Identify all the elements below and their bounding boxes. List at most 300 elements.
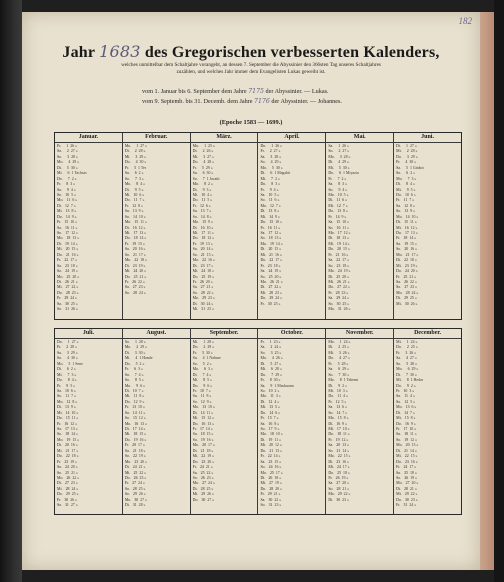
day-row: Mo. 11 3 » xyxy=(260,394,281,399)
day-row: Di. 22 18 » xyxy=(396,258,417,263)
day-row: So. 25 21 » xyxy=(57,470,78,475)
day-row: Sa. 2 27 » xyxy=(57,149,78,154)
day-row: Mo. 19 14 » xyxy=(260,241,283,246)
day-row: So. 18 14 » xyxy=(57,432,78,437)
day-row: Di. 9 3 » xyxy=(192,187,212,192)
month-name: Januar. xyxy=(55,133,122,143)
day-row: Sa. 18 15 » xyxy=(192,432,214,437)
day-row: Di. 16 10 » xyxy=(192,225,214,230)
day-row: Mi. 24 20 » xyxy=(124,269,147,274)
day-row: Di. 28 25 » xyxy=(192,486,214,491)
day-row: Mi. 17 13 » xyxy=(124,231,147,235)
day-row: Mo. 26 22 » xyxy=(57,475,80,480)
day-row: Mo. 5 1 Sene xyxy=(57,361,83,366)
day-row: Mi. 2 28 » xyxy=(396,149,418,154)
day-row: Fr. 16 12 » xyxy=(57,421,77,426)
day-row: Mo. 31 26 » xyxy=(328,307,351,312)
day-row: Di. 21 18 » xyxy=(192,448,214,453)
month-name: November. xyxy=(326,329,393,339)
day-row: Fr. 26 22 » xyxy=(124,279,145,284)
day-row: So. 6 2 » xyxy=(396,171,416,176)
day-row: Di. 2 26 » xyxy=(192,149,214,154)
day-row: Di. 28 21 » xyxy=(396,486,417,491)
day-row: Sa. 13 7 » xyxy=(192,209,212,214)
day-row: Di. 27 23 » xyxy=(57,481,78,486)
day-row: Mo. 21 17 » xyxy=(396,252,419,257)
day-row: Di. 23 19 » xyxy=(124,263,146,268)
day-row: Sa. 6 29 » xyxy=(328,367,349,372)
day-row: Di. 30 23 » xyxy=(328,497,349,502)
day-row: Sa. 7 4 » xyxy=(124,372,144,377)
day-row: Di. 13 8 » xyxy=(260,209,280,214)
day-row: Do. 8 3 » xyxy=(260,182,281,187)
day-row: Sa. 13 9 » xyxy=(124,209,144,214)
day-row: So. 7 1 Jacatit xyxy=(192,176,220,181)
day-row: So. 5 28 » xyxy=(396,361,418,366)
day-row: Sa. 16 8 » xyxy=(260,421,280,426)
day-list xyxy=(394,143,461,307)
day-row: Do. 23 20 » xyxy=(192,459,215,464)
day-row: So. 22 19 » xyxy=(124,454,146,459)
day-row: Mo. 7 3 » xyxy=(396,176,417,181)
day-row: Mi. 16 12 » xyxy=(396,225,418,230)
day-row: Mo. 27 24 » xyxy=(192,481,215,486)
day-row: Sa. 30 22 » xyxy=(260,497,282,502)
day-list xyxy=(394,339,461,509)
day-row: Mo. 18 10 » xyxy=(260,432,283,437)
day-row: Mo. 30 27 » xyxy=(124,497,147,502)
day-row: Do. 18 11 » xyxy=(328,432,350,437)
day-row: Fr. 23 18 » xyxy=(260,263,281,268)
month-column-11 xyxy=(326,329,394,514)
range-2-text: vom 9. Septemb. bis 31. Decemb. dem Jahre xyxy=(142,98,253,105)
day-row: Fr. 10 3 » xyxy=(396,388,415,393)
day-row: Sa. 25 18 » xyxy=(396,470,417,475)
day-row: Di. 3 30 » xyxy=(124,350,146,355)
day-list xyxy=(123,143,190,296)
day-row: Mi. 3 26 » xyxy=(328,350,350,355)
day-row: Do. 13 8 » xyxy=(328,209,348,214)
range-1-text: vom 1. Januar bis 6. September dem Jahre xyxy=(142,88,247,95)
day-row: Do. 17 13 » xyxy=(396,231,418,235)
day-row: Mo. 24 19 » xyxy=(328,269,351,274)
day-row: Sa. 11 4 » xyxy=(396,394,415,399)
day-row: Mi. 7 2 » xyxy=(260,176,280,181)
day-row: So. 15 12 » xyxy=(124,416,146,421)
day-row: Fr. 1 26 » xyxy=(57,144,77,148)
month-column-9 xyxy=(191,329,259,514)
day-row: Mo. 17 12 » xyxy=(328,231,351,235)
day-row: Mo. 15 8 » xyxy=(328,416,349,421)
day-row: Di. 12 4 » xyxy=(260,399,280,404)
day-row: So. 24 16 » xyxy=(260,465,282,470)
day-row: Di. 25 20 » xyxy=(328,274,349,279)
day-row: So. 7 3 » xyxy=(124,176,144,181)
day-row: Do. 4 30 » xyxy=(124,160,147,165)
day-list xyxy=(326,143,393,313)
day-row: Di. 5 27 » xyxy=(260,361,282,366)
day-row: Mo. 4 29 » xyxy=(57,160,80,165)
day-row: Mi. 14 9 » xyxy=(260,214,280,219)
month-column-3 xyxy=(191,133,259,319)
month-name: Mai. xyxy=(326,133,393,143)
day-row: Mi. 26 21 » xyxy=(328,279,350,284)
day-row: Fr. 20 17 » xyxy=(124,443,145,448)
day-row: Do. 25 19 » xyxy=(192,274,215,279)
month-column-5 xyxy=(326,133,394,319)
day-row: Sa. 23 18 » xyxy=(57,263,78,268)
day-row: Mi. 29 22 » xyxy=(396,492,418,497)
day-row: Mi. 24 17 » xyxy=(328,465,350,470)
day-list xyxy=(326,339,393,503)
day-row: Fr. 21 16 » xyxy=(328,252,349,257)
day-row: Di. 17 14 » xyxy=(124,427,146,431)
day-row: Fr. 11 7 » xyxy=(396,198,415,203)
day-row: Do. 11 5 » xyxy=(192,198,213,203)
month-name: April. xyxy=(258,133,325,143)
day-row: Sa. 25 22 » xyxy=(192,470,214,475)
day-row: Sa. 12 8 » xyxy=(396,203,415,208)
day-row: Fr. 7 2 » xyxy=(328,176,347,181)
day-row: Fr. 30 25 » xyxy=(260,301,281,306)
range-line-1 xyxy=(142,88,402,95)
month-column-7 xyxy=(55,329,123,514)
day-row: Fr. 17 10 » xyxy=(396,427,417,431)
day-row: Sa. 15 10 » xyxy=(328,220,349,225)
day-row: Mo. 8 1 Tekemt xyxy=(328,378,359,383)
day-row: So. 9 4 » xyxy=(328,187,348,192)
day-row: So. 13 9 » xyxy=(396,209,416,214)
day-row: Mo. 8 4 » xyxy=(124,182,146,187)
month-column-4 xyxy=(258,133,326,319)
day-row: Sa. 3 29 » xyxy=(57,350,78,355)
day-row: So. 12 9 » xyxy=(192,399,212,404)
day-row: Do. 18 14 » xyxy=(124,236,147,241)
day-row: Sa. 24 20 » xyxy=(57,465,78,470)
day-row: Do. 11 7 » xyxy=(124,198,145,203)
day-row: Di. 19 14 » xyxy=(57,241,78,246)
day-row: So. 27 23 » xyxy=(396,285,418,290)
day-row: Mi. 28 24 » xyxy=(57,486,79,491)
day-row: Mi. 17 10 » xyxy=(328,427,350,431)
day-row: Do. 8 4 » xyxy=(57,378,77,383)
day-row: Di. 6 1 Magabit xyxy=(260,171,291,176)
day-row: Di. 24 21 » xyxy=(124,465,146,470)
day-row: Mi. 8 1 Hedar xyxy=(396,378,424,383)
day-row: Do. 15 11 » xyxy=(57,416,79,421)
day-row: Di. 27 22 » xyxy=(260,285,282,290)
day-row: Sa. 30 25 » xyxy=(57,301,78,306)
day-list xyxy=(191,339,258,503)
day-row: So. 21 15 » xyxy=(192,252,214,257)
title-year: 1683 xyxy=(99,42,141,61)
month-name: August. xyxy=(123,329,190,339)
day-row: Sa. 31 27 » xyxy=(57,503,78,508)
day-row: Mi. 15 12 » xyxy=(192,416,214,421)
day-row: Fr. 19 13 » xyxy=(192,241,213,246)
day-row: Fr. 9 5 » xyxy=(57,383,76,388)
day-row: So. 20 16 » xyxy=(396,247,418,252)
day-row: Fr. 8 30 » xyxy=(260,378,281,383)
day-row: Fr. 5 28 » xyxy=(328,361,349,366)
calendar-page xyxy=(22,12,480,570)
day-row: Mi. 4 1 Hamle xyxy=(124,356,153,361)
subtitle-line-1: welches unmittelbar dem Schaltjahre vorangeht, an dessen 7. September die Abyssinier den 366sten Tag unseres Schaltjahres xyxy=(121,62,381,68)
day-row: Sa. 20 13 » xyxy=(328,443,349,448)
day-row: Di. 9 2 » xyxy=(328,383,348,388)
day-row: Di. 29 25 » xyxy=(396,296,417,301)
day-row: Mo. 10 5 » xyxy=(328,192,349,197)
day-row: Di. 23 17 » xyxy=(192,263,214,268)
day-row: Di. 8 4 » xyxy=(396,182,415,187)
day-row: Fr. 23 19 » xyxy=(57,459,77,464)
day-row: Do. 9 6 » xyxy=(192,383,213,388)
range-2-year: 7176 xyxy=(254,98,270,105)
page-title xyxy=(22,42,480,62)
day-row: Fr. 1 23 » xyxy=(260,340,281,344)
day-row: Fr. 22 14 » xyxy=(260,454,281,459)
day-row: Sa. 18 11 » xyxy=(396,432,417,437)
day-list xyxy=(55,339,122,509)
day-row: So. 25 20 » xyxy=(260,274,282,279)
day-row: Di. 14 11 » xyxy=(192,410,214,415)
range-1-year: 7175 xyxy=(248,88,264,95)
day-row: So. 14 10 » xyxy=(124,214,146,219)
day-row: Fr. 15 7 » xyxy=(260,416,279,421)
day-row: Mi. 20 15 » xyxy=(57,247,79,252)
day-list xyxy=(258,143,325,307)
day-row: Mo. 29 23 » xyxy=(192,296,215,301)
day-row: Mo. 4 26 » xyxy=(260,356,283,361)
day-row: Mi. 18 15 » xyxy=(124,432,147,437)
folio-number: 182 xyxy=(458,16,472,26)
subtitle-line-2: zuzählen, und welches Jahr immer dem Evangelisten Lukas geweiht ist. xyxy=(176,69,326,75)
day-row: Mi. 30 26 » xyxy=(396,301,418,306)
day-row: Do. 11 4 » xyxy=(328,394,348,399)
day-row: Mi. 22 15 » xyxy=(396,454,418,459)
day-row: Sa. 23 15 » xyxy=(260,459,282,464)
day-row: Do. 20 15 » xyxy=(328,247,350,252)
title-prefix: Jahr xyxy=(62,44,95,61)
day-row: Mo. 14 10 » xyxy=(396,214,419,219)
day-row: Fr. 16 11 » xyxy=(260,225,281,230)
month-column-6 xyxy=(394,133,461,319)
day-row: Do. 23 16 » xyxy=(396,459,418,464)
day-row: Mo. 25 20 » xyxy=(57,274,80,279)
day-row: Fr. 19 15 » xyxy=(124,241,145,246)
day-row: Mi. 17 11 » xyxy=(192,231,214,235)
range-line-2 xyxy=(142,98,402,105)
day-row: Di. 18 13 » xyxy=(328,236,349,241)
day-row: Fr. 9 4 » xyxy=(260,187,279,192)
day-row: Di. 7 30 » xyxy=(396,372,417,377)
day-row: Di. 19 11 » xyxy=(260,437,281,442)
day-row: Mi. 27 22 » xyxy=(57,285,79,290)
day-row: Mo. 5 30 » xyxy=(260,165,283,170)
day-row: Mi. 24 18 » xyxy=(192,269,214,274)
day-row: Sa. 9 4 » xyxy=(57,187,76,192)
day-row: So. 4 30 » xyxy=(57,356,78,361)
day-row: So. 30 25 » xyxy=(328,301,350,306)
day-row: Fr. 13 10 » xyxy=(124,405,145,410)
day-row: Di. 11 6 » xyxy=(328,198,348,203)
day-row: Sa. 26 22 » xyxy=(396,279,417,284)
day-row: Mo. 6 3 » xyxy=(192,367,213,372)
month-name: Februar. xyxy=(123,133,190,143)
day-row: Fr. 15 10 » xyxy=(57,220,77,225)
day-row: Sa. 21 18 » xyxy=(124,448,146,453)
day-row: So. 21 17 » xyxy=(124,252,146,257)
day-row: Fr. 12 6 » xyxy=(192,203,211,208)
day-row: Sa. 6 30 » xyxy=(192,171,214,176)
day-row: So. 11 6 » xyxy=(260,198,280,203)
day-row: So. 19 12 » xyxy=(396,437,418,442)
day-row: So. 10 5 » xyxy=(57,192,76,197)
day-row: Do. 1 27 » xyxy=(57,340,79,344)
day-row: Di. 23 16 » xyxy=(328,459,349,464)
day-row: Do. 24 20 » xyxy=(396,269,418,274)
day-row: So. 26 23 » xyxy=(192,475,214,480)
day-row: Sa. 5 1 Ginbot xyxy=(396,165,424,170)
day-row: Do. 28 23 » xyxy=(57,290,79,295)
day-list xyxy=(191,143,258,313)
day-row: Di. 14 7 » xyxy=(396,410,415,415)
day-row: Fr. 26 19 » xyxy=(328,475,349,480)
day-row: So. 8 5 » xyxy=(124,378,144,383)
day-row: Mo. 19 15 » xyxy=(57,437,80,442)
day-row: Sa. 6 2 » xyxy=(124,171,144,176)
day-row: Do. 29 25 » xyxy=(57,492,79,497)
day-row: Mo. 29 22 » xyxy=(328,492,351,497)
day-row: Di. 1 27 » xyxy=(396,144,417,148)
month-name: September. xyxy=(191,329,258,339)
day-row: Mi. 6 1 Tachsas xyxy=(57,171,87,176)
day-row: Fr. 6 3 » xyxy=(124,367,143,372)
day-row: Di. 15 11 » xyxy=(396,220,417,225)
calendar-block-second-half xyxy=(54,328,462,515)
day-row: Sa. 4 27 » xyxy=(396,356,417,361)
day-row: So. 2 27 » xyxy=(328,149,350,154)
day-row: Do. 26 23 » xyxy=(124,475,147,480)
day-row: Do. 2 29 » xyxy=(192,345,215,350)
day-row: Fr. 29 21 » xyxy=(260,492,281,497)
day-row: So. 14 7 » xyxy=(328,410,348,415)
day-row: So. 3 25 » xyxy=(260,350,282,355)
day-row: Fr. 19 12 » xyxy=(328,437,349,442)
month-column-1 xyxy=(55,133,123,319)
day-row: Di. 12 7 » xyxy=(57,203,76,208)
day-row: Mi. 25 22 » xyxy=(124,470,147,475)
day-row: Mo. 18 13 » xyxy=(57,236,80,241)
day-row: Di. 13 9 » xyxy=(57,405,76,410)
day-row: Mi. 11 8 » xyxy=(124,394,145,399)
day-row: Di. 6 2 » xyxy=(57,367,76,372)
day-row: Sa. 27 20 » xyxy=(328,481,349,486)
day-row: Do. 21 16 » xyxy=(57,252,79,257)
day-row: So. 7 30 » xyxy=(328,372,350,377)
day-row: Mo. 22 15 » xyxy=(328,454,351,459)
day-row: Di. 31 28 » xyxy=(124,503,146,508)
day-row: Mi. 13 8 » xyxy=(57,209,77,214)
day-row: Fr. 24 21 » xyxy=(192,465,213,470)
day-row: Mi. 20 12 » xyxy=(260,443,282,448)
day-row: Sa. 28 25 » xyxy=(124,486,146,491)
day-row: So. 26 19 » xyxy=(396,475,418,480)
day-row: Sa. 19 15 » xyxy=(396,241,417,246)
day-row: Mo. 13 6 » xyxy=(396,405,417,410)
day-row: Di. 2 28 » xyxy=(124,149,146,154)
day-row: Mo. 12 7 » xyxy=(260,203,281,208)
day-row: Fr. 31 24 » xyxy=(396,503,417,508)
day-row: So. 4 29 » xyxy=(260,160,282,165)
day-row: Mo. 15 9 » xyxy=(192,220,213,225)
day-row: Do. 4 27 » xyxy=(328,356,350,361)
day-row: Mi. 1 24 » xyxy=(396,340,418,344)
day-row: Do. 16 13 » xyxy=(192,421,215,426)
day-row: Fr. 25 21 » xyxy=(396,274,417,279)
day-row: So. 14 8 » xyxy=(192,214,212,219)
day-row: Di. 20 16 » xyxy=(57,443,78,448)
day-row: Mo. 1 27 » xyxy=(124,144,147,148)
day-row: Mo. 22 18 » xyxy=(124,258,147,263)
day-row: Do. 1 26 » xyxy=(260,144,282,148)
day-row: Mi. 6 28 » xyxy=(260,367,282,372)
day-row: Do. 2 25 » xyxy=(396,345,418,350)
day-row: Fr. 30 26 » xyxy=(57,497,77,502)
month-name: März. xyxy=(191,133,258,143)
day-row: So. 24 19 » xyxy=(57,269,78,274)
day-row: Sa. 20 16 » xyxy=(124,247,146,252)
month-name: December. xyxy=(394,329,461,339)
day-row: So. 17 12 » xyxy=(57,231,78,235)
day-row: Do. 4 28 » xyxy=(192,160,215,165)
month-column-8 xyxy=(123,329,191,514)
day-row: Fr. 17 14 » xyxy=(192,427,213,431)
day-row: Mi. 5 30 » xyxy=(328,165,350,170)
day-row: Sa. 22 17 » xyxy=(328,258,349,263)
day-row: Do. 9 2 » xyxy=(396,383,416,388)
day-row: So. 17 9 » xyxy=(260,427,280,431)
month-column-2 xyxy=(123,133,191,319)
day-row: Fr. 2 28 » xyxy=(57,345,77,350)
day-row: Do. 16 9 » xyxy=(396,421,416,426)
right-border xyxy=(494,0,504,582)
day-row: Mi. 31 25 » xyxy=(192,307,214,312)
day-row: Mi. 10 6 » xyxy=(124,192,145,197)
day-row: Fr. 26 20 » xyxy=(192,279,213,284)
day-row: Fr. 10 7 » xyxy=(192,388,211,393)
day-row: Mo. 1 24 » xyxy=(328,340,351,344)
day-row: Sa. 13 6 » xyxy=(328,405,348,410)
range-2-rest: der Abyssinier. — Johannes. xyxy=(271,98,342,105)
day-row: Mo. 3 28 » xyxy=(328,154,351,159)
day-row: Mi. 21 17 » xyxy=(57,448,79,453)
day-row: So. 10 2 » xyxy=(260,388,280,393)
day-row: Do. 19 16 » xyxy=(124,437,147,442)
day-row: Do. 28 20 » xyxy=(260,486,282,491)
day-row: Sa. 2 24 » xyxy=(260,345,282,350)
day-row: Di. 10 7 » xyxy=(124,388,144,393)
day-row: So. 21 14 » xyxy=(328,448,350,453)
day-row: Mo. 1 25 » xyxy=(192,144,215,148)
day-row: Do. 12 9 » xyxy=(124,399,145,404)
day-row: Fr. 12 8 » xyxy=(124,203,143,208)
day-row: Sa. 17 12 » xyxy=(260,231,282,235)
day-row: Mi. 21 16 » xyxy=(260,252,282,257)
day-row: So. 3 28 » xyxy=(57,154,78,159)
day-row: Do. 29 24 » xyxy=(260,296,282,301)
day-row: Mo. 15 11 » xyxy=(124,220,147,225)
